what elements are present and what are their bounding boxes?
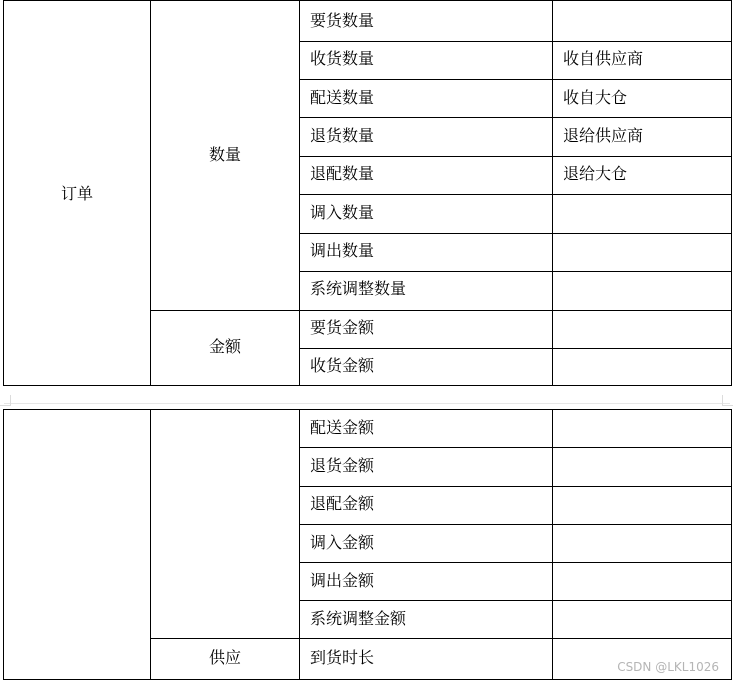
top-row-border — [299, 348, 732, 349]
quantity-group-label: 数量 — [209, 145, 242, 164]
top-row-border — [299, 41, 732, 42]
note-cell: 收自大仓 — [563, 88, 628, 107]
top-right-border — [731, 0, 732, 386]
bottom-row-border — [299, 486, 732, 487]
page-break-corner — [0, 395, 11, 406]
metric-cell: 调入金额 — [310, 533, 375, 552]
top-left-border — [3, 0, 4, 386]
bottom-row-border — [150, 638, 732, 639]
bottom-row-border — [299, 600, 732, 601]
metric-cell: 调出数量 — [310, 241, 375, 260]
note-cell: 退给供应商 — [563, 126, 644, 145]
bottom-row-border — [299, 524, 732, 525]
top-row-border — [299, 233, 732, 234]
note-cell: 退给大仓 — [563, 164, 628, 183]
top-row-border — [299, 271, 732, 272]
order-group-label: 订单 — [61, 184, 94, 203]
page-break-corner — [722, 395, 733, 406]
bottom-row-border — [299, 447, 732, 448]
top-col2-border — [299, 0, 300, 386]
metric-cell: 系统调整金额 — [310, 609, 407, 628]
top-row-border — [3, 385, 732, 386]
metric-cell: 退配金额 — [310, 494, 375, 513]
top-row-border — [299, 194, 732, 195]
bottom-row-border — [3, 409, 732, 410]
bottom-col3-border — [552, 409, 553, 680]
metric-cell: 退货金额 — [310, 456, 375, 475]
amount-group-label: 金额 — [209, 337, 242, 356]
metric-cell: 调入数量 — [310, 203, 375, 222]
metric-cell: 收货数量 — [310, 49, 375, 68]
top-col3-border — [552, 0, 553, 386]
top-row-border — [3, 0, 732, 1]
bottom-right-border — [731, 409, 732, 680]
note-cell: 收自供应商 — [563, 49, 644, 68]
top-row-border — [299, 79, 732, 80]
metric-cell: 系统调整数量 — [310, 279, 407, 298]
metric-cell: 配送金额 — [310, 418, 375, 437]
bottom-left-border — [3, 409, 4, 680]
page-break-line — [4, 403, 730, 404]
top-row-border — [299, 117, 732, 118]
metric-cell: 调出金额 — [310, 571, 375, 590]
metric-cell: 要货数量 — [310, 11, 375, 30]
supply-group-label: 供应 — [209, 648, 242, 667]
watermark: CSDN @LKL1026 — [617, 660, 719, 674]
bottom-row-border — [3, 679, 732, 680]
top-row-border — [299, 156, 732, 157]
bottom-col2-border — [299, 409, 300, 680]
metric-cell: 配送数量 — [310, 88, 375, 107]
bottom-col1-border — [150, 409, 151, 680]
bottom-row-border — [299, 562, 732, 563]
metric-cell: 收货金额 — [310, 356, 375, 375]
metric-cell: 退配数量 — [310, 164, 375, 183]
top-col1-border — [150, 0, 151, 386]
top-row-border — [150, 310, 732, 311]
metric-cell: 到货时长 — [310, 648, 375, 667]
metric-cell: 要货金额 — [310, 318, 375, 337]
metric-cell: 退货数量 — [310, 126, 375, 145]
